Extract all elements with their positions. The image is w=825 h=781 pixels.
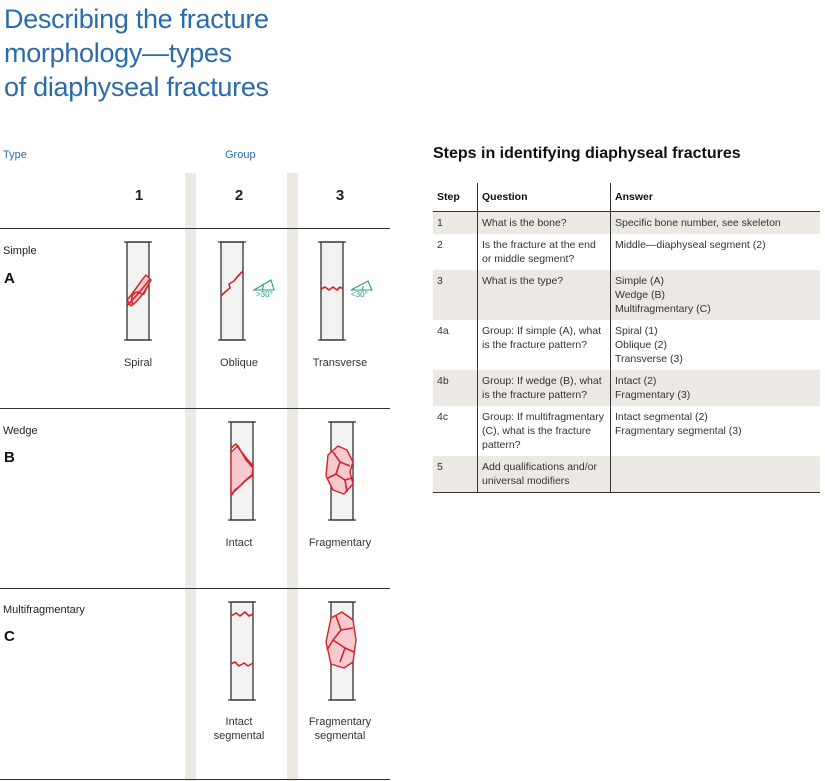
- answer-cell: Specific bone number, see skeleton: [611, 212, 821, 235]
- bone-intact-segmental-fracture: [228, 602, 256, 700]
- type-letter-c: C: [4, 628, 15, 645]
- steps-table: [433, 183, 820, 493]
- bone-fragmentary-wedge-fracture: [326, 422, 356, 520]
- title-line-3: of diaphyseal fractures: [4, 72, 269, 102]
- table-row: [433, 456, 820, 493]
- bone-spiral-fracture: [124, 242, 152, 340]
- title-line-2: morphology—types: [4, 38, 232, 68]
- question-cell: Add qualifications and/or universal modifiers: [478, 456, 611, 493]
- angle-label-oblique: >30°: [256, 290, 273, 299]
- caption-fragmentary: Fragmentary: [308, 537, 372, 549]
- caption-fragmentary-segmental: Fragmentary segmental: [308, 716, 372, 742]
- step-cell: 5: [433, 456, 478, 493]
- caption-spiral: Spiral: [123, 357, 153, 369]
- table-row: [433, 212, 820, 235]
- table-row: [433, 406, 820, 456]
- caption-intact: Intact: [225, 537, 253, 549]
- steps-header-row: [433, 183, 820, 212]
- question-cell: Is the fracture at the end or middle segment?: [478, 234, 611, 270]
- group-header: Group: [225, 149, 256, 161]
- question-cell: Group: If wedge (B), what is the fracture pattern?: [478, 370, 611, 406]
- bone-intact-wedge-fracture: [228, 422, 256, 520]
- header-answer: Answer: [611, 183, 821, 212]
- step-cell: 4c: [437, 411, 449, 423]
- type-name-multifragmentary: Multifragmentary: [3, 604, 85, 616]
- table-row: [433, 270, 820, 320]
- question-cell: Group: If simple (A), what is the fracture pattern?: [478, 320, 611, 370]
- step-cell: 4a: [437, 325, 449, 337]
- group-number-1: 1: [134, 187, 144, 204]
- step-cell: 3: [433, 270, 478, 320]
- title-line-1: Describing the fracture: [4, 4, 269, 34]
- answer-cell: Intact segmental (2) Fragmentary segmental (3): [615, 411, 742, 437]
- question-cell: Group: If multifragmentary (C), what is the fracture pattern?: [478, 406, 611, 456]
- step-cell: 4b: [433, 370, 478, 406]
- answer-cell: [611, 456, 821, 493]
- step-cell: 2: [437, 239, 443, 251]
- question-cell: What is the bone?: [478, 212, 611, 235]
- fracture-illustrations: [0, 0, 400, 781]
- type-letter-a: A: [4, 270, 15, 287]
- group-number-3: 3: [335, 187, 345, 204]
- caption-oblique: Oblique: [220, 357, 258, 369]
- steps-title: Steps in identifying diaphyseal fractures: [433, 145, 741, 162]
- question-cell: What is the type?: [478, 270, 611, 320]
- answer-cell: Spiral (1) Oblique (2) Transverse (3): [615, 325, 683, 365]
- step-cell: 1: [433, 212, 478, 235]
- answer-cell: Simple (A) Wedge (B) Multifragmentary (C): [611, 270, 821, 320]
- answer-cell: Middle—diaphyseal segment (2): [615, 239, 766, 251]
- bone-fragmentary-segmental-fracture: [326, 602, 356, 700]
- type-header: Type: [3, 149, 27, 161]
- caption-intact-segmental: Intact segmental: [213, 716, 265, 742]
- table-row: [433, 320, 820, 370]
- answer-cell: Intact (2) Fragmentary (3): [611, 370, 821, 406]
- table-row: [433, 370, 820, 406]
- type-name-wedge: Wedge: [3, 425, 38, 437]
- header-question: Question: [478, 183, 611, 212]
- header-step: Step: [433, 183, 478, 212]
- angle-label-transverse: <30°: [351, 290, 368, 299]
- caption-transverse: Transverse: [312, 357, 368, 369]
- type-letter-b: B: [4, 449, 15, 466]
- table-row: [433, 234, 820, 270]
- type-name-simple: Simple: [3, 245, 37, 257]
- group-number-2: 2: [234, 187, 244, 204]
